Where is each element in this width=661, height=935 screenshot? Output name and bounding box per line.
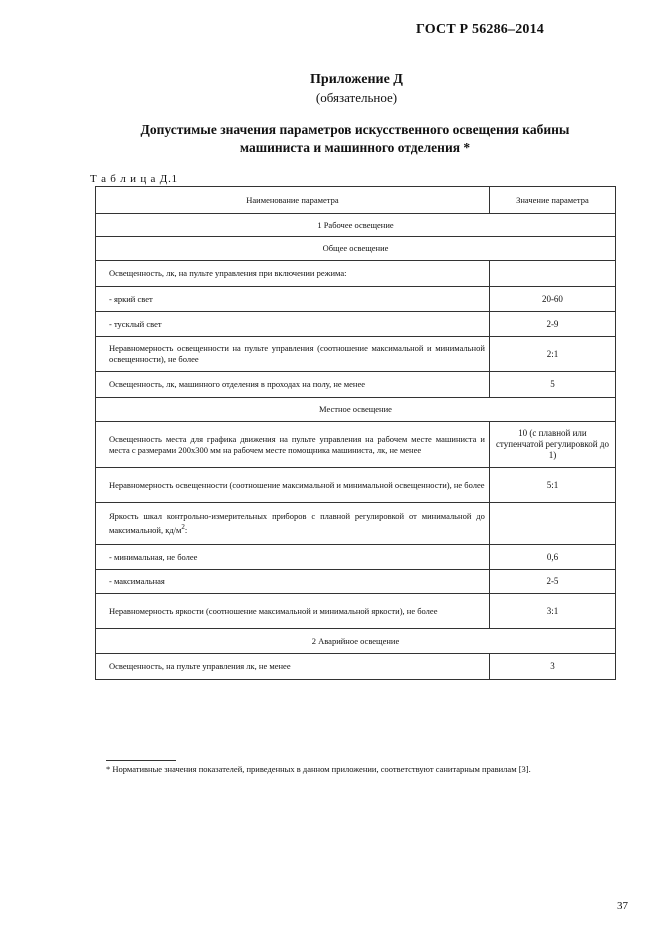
- table-label: Т а б л и ц а Д.1: [90, 173, 178, 185]
- appendix-subtitle: (обязательное): [315, 90, 398, 105]
- section-emergency-lighting: 2 Аварийное освещение: [96, 629, 616, 654]
- table-row: [96, 654, 616, 680]
- value-cell: 5:1: [489, 468, 615, 503]
- value-cell: 0,6: [489, 545, 615, 570]
- table-row: [96, 545, 616, 570]
- standard-number: ГОСТ Р 56286–2014: [415, 22, 545, 37]
- footnote-separator: [106, 760, 176, 761]
- appendix-title: Приложение Д: [310, 72, 403, 87]
- value-cell: [489, 261, 615, 287]
- section-row: [96, 398, 616, 422]
- param-cell: Освещенность, лк, на пульте управления при включении режима:: [96, 261, 490, 287]
- param-cell: - тусклый свет: [96, 312, 490, 337]
- section-local-lighting: Местное освещение: [96, 398, 616, 422]
- param-cell: Освещенность, на пульте управления лк, не менее: [96, 654, 490, 680]
- section-row: [96, 629, 616, 654]
- section-general-lighting: Общее освещение: [96, 237, 616, 261]
- value-cell: 5: [489, 372, 615, 398]
- value-cell: 20-60: [489, 287, 615, 312]
- table-header-row: [96, 187, 616, 214]
- table-row: [96, 594, 616, 629]
- table-row: [96, 337, 616, 372]
- section-row: [96, 214, 616, 237]
- param-cell: - максимальная: [96, 570, 490, 594]
- table-row: [96, 261, 616, 287]
- table-row: [96, 468, 616, 503]
- parameters-table: [95, 186, 616, 680]
- param-cell: - минимальная, не более: [96, 545, 490, 570]
- table-row: [96, 570, 616, 594]
- document-title-line1: Допустимые значения параметров искусственного освещения кабины: [140, 122, 570, 137]
- table-row: [96, 372, 616, 398]
- value-cell: 2:1: [489, 337, 615, 372]
- header-col-value: Значение параметра: [489, 187, 615, 214]
- footnote: * Нормативные значения показателей, приведенных в данном приложении, соответствуют санитарным правилам [3].: [106, 764, 531, 774]
- value-cell: 10 (с плавной или ступенчатой регулировкой до 1): [489, 422, 615, 468]
- document-title-line2: машиниста и машинного отделения *: [239, 140, 471, 155]
- param-cell: Яркость шкал контрольно-измерительных приборов с плавной регулировкой от минимальной до максимальной, $кд/м^2$:: [96, 503, 490, 545]
- table-row: [96, 422, 616, 468]
- table-row: [96, 312, 616, 337]
- table-row: [96, 287, 616, 312]
- value-cell: 3: [489, 654, 615, 680]
- header-col-parameter: Наименование параметра: [96, 187, 490, 214]
- param-cell: - яркий свет: [96, 287, 490, 312]
- table-row: [96, 503, 616, 545]
- param-cell: Неравномерность яркости (соотношение максимальной и минимальной яркости), не более: [96, 594, 490, 629]
- section-row: [96, 237, 616, 261]
- page-number: 37: [617, 900, 628, 912]
- param-cell: Освещенность, лк, машинного отделения в проходах на полу, не менее: [96, 372, 490, 398]
- param-cell: Освещенность места для графика движения на пульте управления на рабочем месте машиниста и места с размерами 200х300 мм на рабочем месте помощника машиниста, лк, не менее: [96, 422, 490, 468]
- value-cell: 2-9: [489, 312, 615, 337]
- value-cell: 2-5: [489, 570, 615, 594]
- param-cell: Неравномерность освещенности (соотношение максимальной и минимальной освещенности), не более: [96, 468, 490, 503]
- value-cell: 3:1: [489, 594, 615, 629]
- section-working-lighting: 1 Рабочее освещение: [96, 214, 616, 237]
- document-title: [95, 121, 615, 157]
- value-cell: [489, 503, 615, 545]
- param-cell: Неравномерность освещенности на пульте управления (соотношение максимальной и минимальной освещенности), не более: [96, 337, 490, 372]
